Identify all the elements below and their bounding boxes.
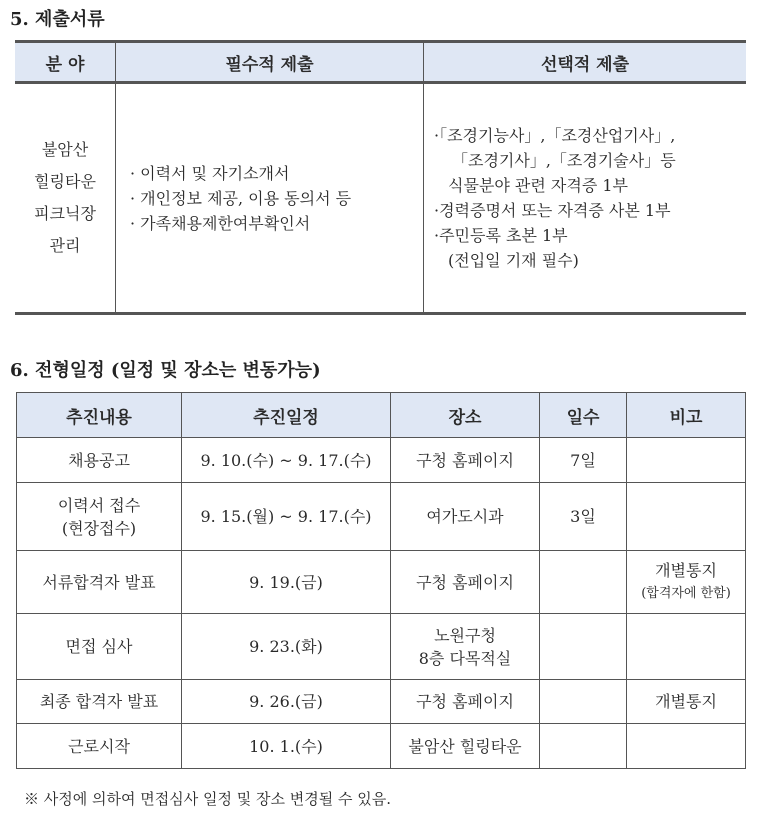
- field-line: 불암산: [41, 140, 89, 159]
- cell-days: [540, 438, 627, 483]
- cell-place: [391, 724, 540, 769]
- schedule-row: [17, 438, 746, 483]
- date-text: 10. 1.(수): [249, 736, 323, 756]
- cell-task: [17, 614, 182, 680]
- cell-note: [627, 680, 746, 724]
- date-text: 9. 10.(수) ~ 9. 17.(수): [200, 450, 372, 470]
- field-line: 힐링타운: [34, 172, 96, 191]
- header-task: 추진내용: [17, 393, 182, 438]
- optional-line: 「조경기사」,「조경기술사」등: [452, 151, 676, 170]
- task2-text: (현장접수): [61, 518, 137, 538]
- cell-note: [627, 438, 746, 483]
- cell-days: [540, 680, 627, 724]
- date-text: 9. 15.(월) ~ 9. 17.(수): [200, 507, 372, 526]
- header-days: 일수: [540, 393, 627, 438]
- header-date: 추진일정: [182, 393, 391, 438]
- optional-line: 식물분야 관련 자격증 1부: [448, 176, 628, 195]
- date-text: 9. 26.(금): [249, 692, 323, 711]
- cell-date: [182, 551, 391, 614]
- cell-days: [540, 551, 627, 614]
- cell-place: [391, 551, 540, 614]
- optional-cell: [424, 83, 747, 314]
- cell-date: [182, 680, 391, 724]
- header-field: 분 야: [15, 42, 116, 83]
- cell-place: [391, 483, 540, 551]
- field-cell: [15, 83, 116, 314]
- date-text: 9. 19.(금): [249, 572, 323, 592]
- place-text: 여가도시과: [426, 507, 504, 526]
- days-text: 7일: [570, 450, 596, 470]
- place-text: 구청 홈페이지: [416, 450, 514, 470]
- task-text: 서류합격자 발표: [42, 572, 156, 592]
- schedule-row: [17, 614, 746, 680]
- task-text: 근로시작: [68, 736, 130, 756]
- cell-task: [17, 483, 182, 551]
- days-text: 3일: [570, 507, 596, 526]
- cell-days: [540, 724, 627, 769]
- cell-task: [17, 724, 182, 769]
- cell-task: [17, 680, 182, 724]
- optional-line: (전입일 기재 필수): [448, 251, 579, 270]
- cell-task: [17, 438, 182, 483]
- place-text: 구청 홈페이지: [416, 692, 514, 711]
- optional-line: ·주민등록 초본 1부: [434, 226, 568, 245]
- section5-title: 5. 제출서류: [10, 9, 105, 30]
- field-line: 피크닉장: [34, 204, 96, 223]
- documents-table: [15, 40, 746, 315]
- cell-date: [182, 483, 391, 551]
- schedule-row: [17, 680, 746, 724]
- cell-note: [627, 724, 746, 769]
- task-text: 채용공고: [68, 450, 130, 470]
- cell-place: [391, 438, 540, 483]
- cell-date: [182, 438, 391, 483]
- cell-place: [391, 614, 540, 680]
- schedule-row: [17, 551, 746, 614]
- cell-note: [627, 614, 746, 680]
- cell-note: [627, 551, 746, 614]
- cell-task: [17, 551, 182, 614]
- schedule-row: [17, 483, 746, 551]
- task-text: 최종 합격자 발표: [39, 692, 159, 711]
- section6-title: 6. 전형일정 (일정 및 장소는 변동가능): [10, 360, 321, 381]
- required-item: · 가족채용제한여부확인서: [130, 213, 311, 233]
- place2-text: 8층 다목적실: [418, 648, 512, 668]
- cell-days: [540, 614, 627, 680]
- task-text: 면접 심사: [65, 637, 133, 656]
- place-text: 불암산 힐링타운: [408, 736, 522, 756]
- schedule-table: [16, 392, 746, 769]
- cell-note: [627, 483, 746, 551]
- task-text: 이력서 접수: [57, 495, 141, 515]
- optional-line: ·경력증명서 또는 자격증 사본 1부: [434, 201, 671, 220]
- required-cell: [116, 83, 424, 314]
- footnote: ※ 사정에 의하여 면접심사 일정 및 장소 변경될 수 있음.: [24, 790, 391, 808]
- header-required: 필수적 제출: [116, 42, 424, 83]
- optional-line: ·「조경기능사」,「조경산업기사」,: [434, 126, 676, 145]
- field-line: 관리: [49, 236, 81, 255]
- cell-date: [182, 614, 391, 680]
- cell-place: [391, 680, 540, 724]
- required-item: · 이력서 및 자기소개서: [130, 163, 290, 183]
- cell-days: [540, 483, 627, 551]
- date-text: 9. 23.(화): [249, 637, 323, 656]
- note-text: 개별통지: [655, 561, 717, 580]
- note2-text: (합격자에 한함): [641, 586, 731, 601]
- header-note: 비고: [627, 393, 746, 438]
- place-text: 노원구청: [434, 625, 496, 645]
- place-text: 구청 홈페이지: [416, 572, 514, 592]
- cell-date: [182, 724, 391, 769]
- header-optional: 선택적 제출: [424, 42, 747, 83]
- required-item: · 개인정보 제공, 이용 동의서 등: [130, 188, 352, 208]
- schedule-row: [17, 724, 746, 769]
- note-text: 개별통지: [655, 692, 717, 711]
- header-place: 장소: [391, 393, 540, 438]
